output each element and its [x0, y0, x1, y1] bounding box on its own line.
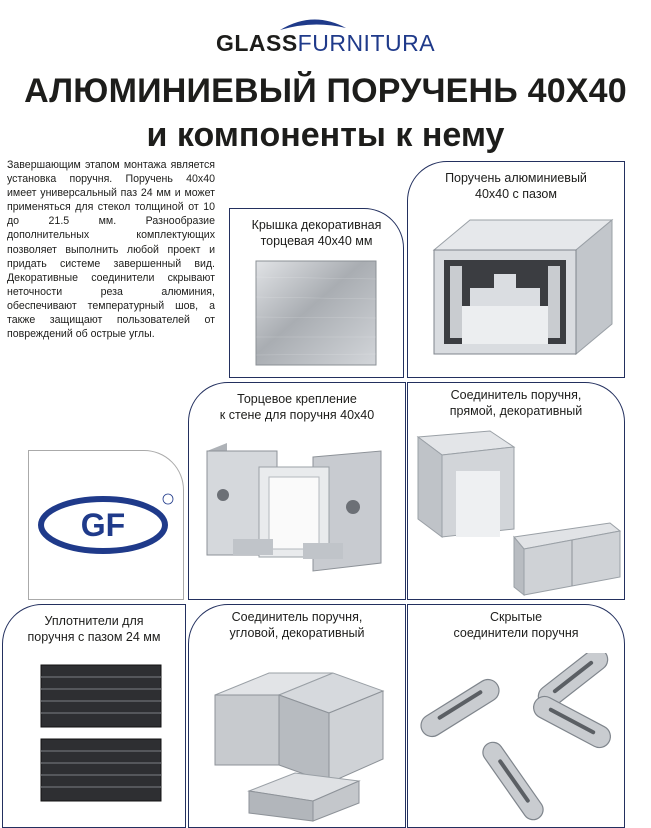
card-hidden-connectors-label	[408, 609, 624, 641]
brand-arc-icon	[278, 16, 348, 32]
card-end-cap	[229, 208, 404, 378]
card-hidden-connectors	[407, 604, 625, 828]
end-cap-image	[252, 257, 380, 369]
logo-card	[28, 450, 184, 600]
card-wall-mount-label-line1: Торцевое крепление	[237, 392, 357, 406]
card-wall-mount-label-line2: к стене для поручня 40x40	[219, 408, 375, 422]
card-end-cap-label-line2: торцевая 40x40 мм	[260, 234, 373, 248]
card-end-cap-label	[230, 217, 403, 249]
brand-name-part1: GLASS	[215, 30, 298, 56]
card-handrail-label	[408, 170, 624, 202]
brand-name-part2: FURNITURA	[297, 30, 436, 56]
intro-paragraph: Завершающим этапом монтажа является установка поручня. Поручень 40x40 имеет универсальный паз 24 мм и может применяться для стекол толщиной от 10 до 21.5 мм. Разнообразие дополнительных комплектующих позволяет выполнить любой проект и придать системе завершенный вид. Декоративные соединители скрывают неточности реза алюминия, обеспечивают температурный шов, а также защищают пользователей от повреждений об острые углы.	[7, 159, 215, 341]
straight-connector-image	[414, 427, 622, 599]
card-seals	[2, 604, 186, 828]
card-straight-connector-label	[408, 387, 624, 419]
card-corner-connector	[188, 604, 406, 828]
hidden-connectors-image	[412, 653, 622, 825]
handrail-image	[430, 214, 614, 364]
card-seals-label-line1: Уплотнители для	[44, 614, 144, 628]
card-handrail-label-line2: 40x40 с пазом	[475, 187, 557, 201]
card-seals-label	[3, 613, 185, 645]
card-hidden-connectors-label-line1: Скрытые	[489, 610, 543, 624]
card-end-cap-label-line1: Крышка декоративная	[251, 218, 382, 232]
card-hidden-connectors-label-line2: соединители поручня	[453, 626, 579, 640]
card-corner-connector-label-line1: Соединитель поручня,	[231, 610, 363, 624]
card-seals-label-line2: поручня с пазом 24 мм	[27, 630, 161, 644]
seals-image	[37, 661, 167, 825]
card-straight-connector-label-line2: прямой, декоративный	[449, 404, 583, 418]
corner-connector-image	[209, 655, 395, 823]
page-title: АЛЮМИНИЕВЫЙ ПОРУЧЕНЬ 40X40	[24, 72, 627, 110]
brand-header	[0, 30, 651, 57]
card-wall-mount	[188, 382, 406, 600]
card-straight-connector-label-line1: Соединитель поручня,	[450, 388, 582, 402]
wall-mount-image	[203, 443, 397, 593]
card-corner-connector-label-line2: угловой, декоративный	[229, 626, 365, 640]
card-corner-connector-label	[189, 609, 405, 641]
card-handrail-label-line1: Поручень алюминиевый	[445, 171, 587, 185]
svg-text:GF: GF	[80, 507, 126, 543]
card-wall-mount-label	[189, 391, 405, 423]
card-handrail	[407, 161, 625, 378]
page-subtitle: и компоненты к нему	[146, 116, 505, 154]
gf-logo-icon	[37, 489, 177, 561]
card-straight-connector	[407, 382, 625, 600]
